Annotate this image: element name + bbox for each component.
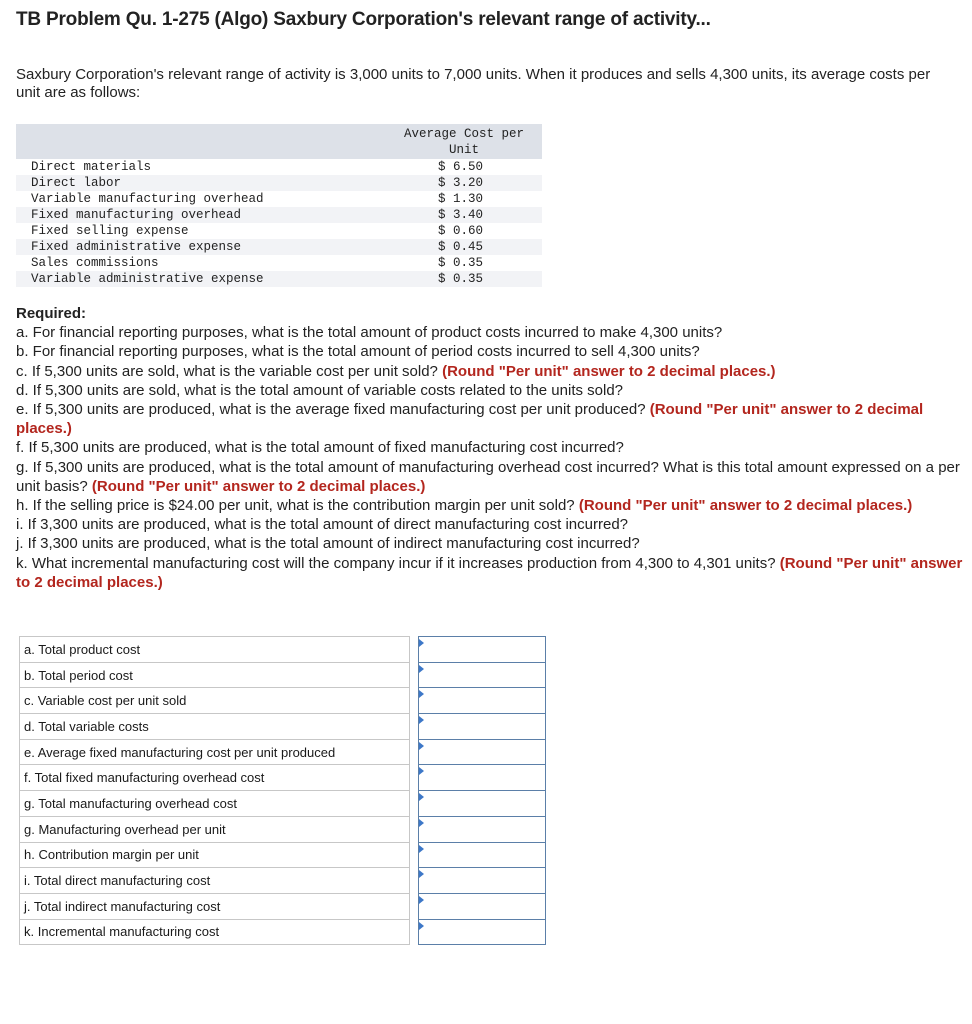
answer-input-a[interactable]: [419, 637, 545, 662]
answer-cell: [419, 868, 546, 894]
answer-cell: [419, 739, 546, 765]
cost-row-value: $ 0.35: [438, 255, 484, 270]
answer-gap: [410, 893, 419, 919]
question-b: b. For financial reporting purposes, what is the total amount of period costs incurred to sell 4,300 units?: [16, 343, 700, 361]
question-g-text: g. If 5,300 units are produced, what is the total amount of manufacturing overhead cost incurred? What is this total amount expressed on a per unit basis?: [16, 458, 960, 495]
answer-row: [20, 662, 546, 688]
answer-label: k. Incremental manufacturing cost: [20, 919, 410, 945]
answer-gap: [410, 868, 419, 894]
question-e: [16, 400, 966, 438]
answer-cell: [419, 791, 546, 817]
answer-gap: [410, 739, 419, 765]
question-k-text: k. What incremental manufacturing cost will the company incur if it increases production from 4,300 to 4,301 units?: [16, 554, 776, 572]
question-g-round-note: (Round "Per unit" answer to 2 decimal places.): [91, 477, 426, 495]
question-c-text: c. If 5,300 units are sold, what is the variable cost per unit sold?: [16, 362, 438, 380]
average-cost-table: [16, 124, 542, 287]
answer-gap: [410, 765, 419, 791]
answer-row: [20, 868, 546, 894]
answer-label: g. Total manufacturing overhead cost: [20, 791, 410, 817]
cost-row-value: $ 0.45: [386, 239, 542, 255]
cost-row-value: $ 6.50: [438, 159, 484, 174]
cost-row-value: $ 3.20: [386, 175, 542, 191]
cost-table-blank-header: [16, 124, 386, 159]
cost-table-header-line2: Unit: [448, 143, 479, 157]
question-h-text: h. If the selling price is $24.00 per unit, what is the contribution margin per unit sold?: [16, 497, 575, 515]
cost-row-label: Direct labor: [16, 175, 386, 191]
question-d: d. If 5,300 units are sold, what is the total amount of variable costs related to the units sold?: [16, 381, 624, 399]
cost-row-label: Fixed manufacturing overhead: [16, 207, 386, 223]
answer-row: [20, 791, 546, 817]
answer-cell: [419, 765, 546, 791]
cost-row: [16, 255, 542, 271]
answer-cell: [419, 816, 546, 842]
answer-label: b. Total period cost: [20, 662, 410, 688]
answer-gap: [410, 919, 419, 945]
cost-row: [16, 207, 542, 223]
answer-gap: [410, 842, 419, 868]
question-h: [16, 496, 966, 515]
answer-label: f. Total fixed manufacturing overhead cost: [20, 765, 410, 791]
answer-label: e. Average fixed manufacturing cost per unit produced: [20, 739, 410, 765]
answer-cell: [419, 637, 546, 663]
answer-input-i[interactable]: [419, 868, 545, 893]
answer-row: [20, 765, 546, 791]
answer-label: i. Total direct manufacturing cost: [20, 868, 410, 894]
cost-row-label: Direct materials: [31, 159, 152, 174]
cost-row: [16, 191, 542, 207]
answer-gap: [410, 688, 419, 714]
cost-row: [16, 239, 542, 255]
answer-cell: [419, 919, 546, 945]
question-k-round-note: (Round "Per unit" answer to 2 decimal places.): [16, 554, 963, 591]
answer-label: d. Total variable costs: [20, 714, 410, 740]
answer-table: [19, 636, 546, 945]
answer-gap: [410, 637, 419, 663]
answer-row: [20, 919, 546, 945]
cost-row-label: Variable manufacturing overhead: [31, 191, 264, 206]
question-j: j. If 3,300 units are produced, what is the total amount of indirect manufacturing cost incurred?: [16, 535, 640, 553]
question-e-text: e. If 5,300 units are produced, what is the average fixed manufacturing cost per unit produced?: [16, 401, 646, 419]
answer-label: j. Total indirect manufacturing cost: [20, 893, 410, 919]
question-i: i. If 3,300 units are produced, what is the total amount of direct manufacturing cost incurred?: [16, 516, 629, 534]
answer-input-k[interactable]: [419, 920, 545, 945]
cost-row-value: $ 3.40: [386, 207, 542, 223]
answer-input-j[interactable]: [419, 894, 545, 919]
cost-row: [16, 271, 542, 287]
cost-row-label: Variable administrative expense: [16, 271, 386, 287]
required-section: [16, 304, 966, 592]
answer-label: g. Manufacturing overhead per unit: [20, 816, 410, 842]
cost-row-label: Sales commissions: [31, 255, 159, 270]
answer-label: a. Total product cost: [20, 637, 410, 663]
answer-label: c. Variable cost per unit sold: [20, 688, 410, 714]
answer-input-c[interactable]: [419, 688, 545, 713]
answer-cell: [419, 662, 546, 688]
answer-gap: [410, 791, 419, 817]
answer-row: [20, 816, 546, 842]
answer-input-g-total[interactable]: [419, 791, 545, 816]
problem-intro: Saxbury Corporation's relevant range of activity is 3,000 units to 7,000 units. When it produces and sells 4,300 units, its average costs per unit are as follows:: [16, 66, 931, 101]
question-c-round-note: (Round "Per unit" answer to 2 decimal places.): [442, 362, 776, 380]
cost-row-label: Fixed selling expense: [31, 223, 189, 238]
cost-row-label: Fixed administrative expense: [16, 239, 386, 255]
question-h-round-note: (Round "Per unit" answer to 2 decimal places.): [578, 497, 913, 515]
answer-cell: [419, 688, 546, 714]
answer-gap: [410, 662, 419, 688]
answer-row: [20, 739, 546, 765]
answer-gap: [410, 714, 419, 740]
answer-cell: [419, 893, 546, 919]
cost-row-value: $ 0.35: [386, 271, 542, 287]
answer-input-d[interactable]: [419, 714, 545, 739]
question-a: a. For financial reporting purposes, what is the total amount of product costs incurred to make 4,300 units?: [16, 324, 723, 342]
answer-input-b[interactable]: [419, 663, 545, 688]
page-title: TB Problem Qu. 1-275 (Algo) Saxbury Corporation's relevant range of activity...: [16, 9, 711, 30]
answer-cell: [419, 714, 546, 740]
question-f: f. If 5,300 units are produced, what is the total amount of fixed manufacturing cost incurred?: [16, 439, 624, 457]
answer-input-g-per-unit[interactable]: [419, 817, 545, 842]
cost-row-value: $ 0.60: [438, 223, 484, 238]
answer-gap: [410, 816, 419, 842]
answer-row: [20, 893, 546, 919]
answer-cell: [419, 842, 546, 868]
answer-row: [20, 637, 546, 663]
cost-table-header: [386, 124, 542, 159]
answer-row: [20, 688, 546, 714]
question-k: [16, 554, 966, 592]
cost-row: [16, 159, 542, 175]
cost-table-header-line1: Average Cost per: [403, 127, 525, 141]
question-e-round-note: (Round "Per unit" answer to 2 decimal places.): [16, 401, 924, 438]
required-heading: Required:: [16, 305, 87, 322]
answer-row: [20, 842, 546, 868]
question-c: [16, 362, 966, 381]
answer-input-e[interactable]: [419, 740, 545, 765]
answer-input-h[interactable]: [419, 843, 545, 868]
cost-row-value: $ 1.30: [438, 191, 484, 206]
answer-row: [20, 714, 546, 740]
question-g: [16, 458, 966, 496]
answer-input-f[interactable]: [419, 765, 545, 790]
cost-row: [16, 175, 542, 191]
answer-label: h. Contribution margin per unit: [20, 842, 410, 868]
cost-row: [16, 223, 542, 239]
